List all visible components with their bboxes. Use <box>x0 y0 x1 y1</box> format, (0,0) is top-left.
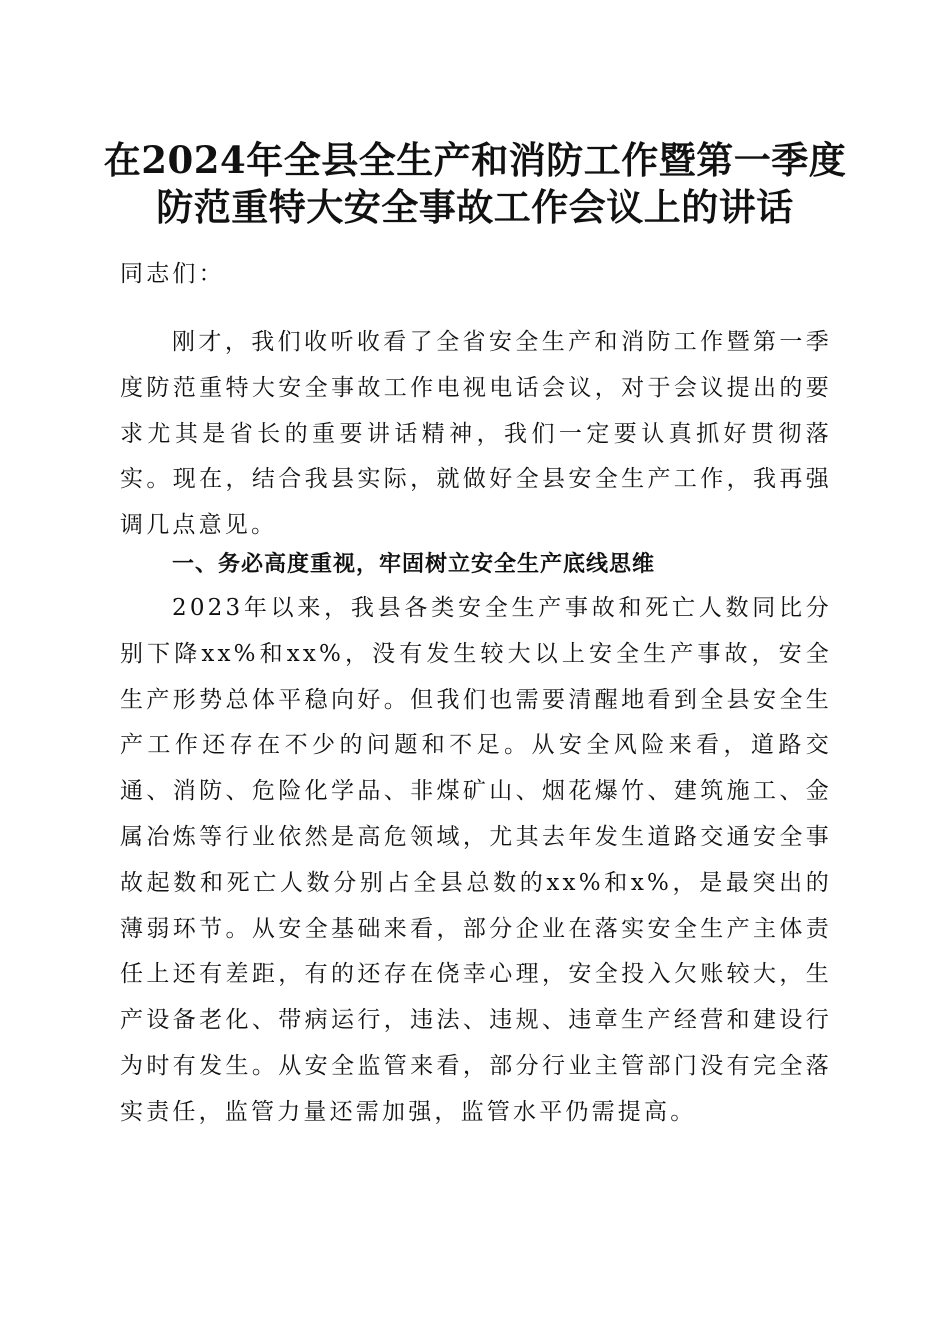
paragraph-section-1: 2023年以来，我县各类安全生产事故和死亡人数同比分别下降xx%和xx%，没有发生较大以上安全生产事故，安全生产形势总体平稳向好。但我们也需要清醒地看到全县安全生产工作还存在不少的问题和不足。从安全风险来看，道路交通、消防、危险化学品、非煤矿山、烟花爆竹、建筑施工、金属冶炼等行业依然是高危领域，尤其去年发生道路交通安全事故起数和死亡人数分别占全县总数的xx%和x%，是最突出的薄弱环节。从安全基础来看，部分企业在落实安全生产主体责任上还有差距，有的还存在侥幸心理，安全投入欠账较大，生产设备老化、带病运行，违法、违规、违章生产经营和建设行为时有发生。从安全监管来看，部分行业主管部门没有完全落实责任，监管力量还需加强，监管水平仍需提高。 <box>120 595 832 1125</box>
section-heading-1: 一、务必高度重视，牢固树立安全生产底线思维 <box>172 552 656 577</box>
paragraph-intro: 刚才，我们收听收看了全省安全生产和消防工作暨第一季度防范重特大安全事故工作电视电话会议，对于会议提出的要求尤其是省长的重要讲话精神，我们一定要认真抓好贯彻落实。现在，结合我县实际，就做好全县安全生产工作，我再强调几点意见。 <box>120 329 832 539</box>
document-title-line-2: 防范重特大安全事故工作会议上的讲话 <box>156 185 794 229</box>
salutation: 同志们： <box>120 261 225 287</box>
document-title-line-1: 在2024年全县全生产和消防工作暨第一季度 <box>103 138 847 182</box>
